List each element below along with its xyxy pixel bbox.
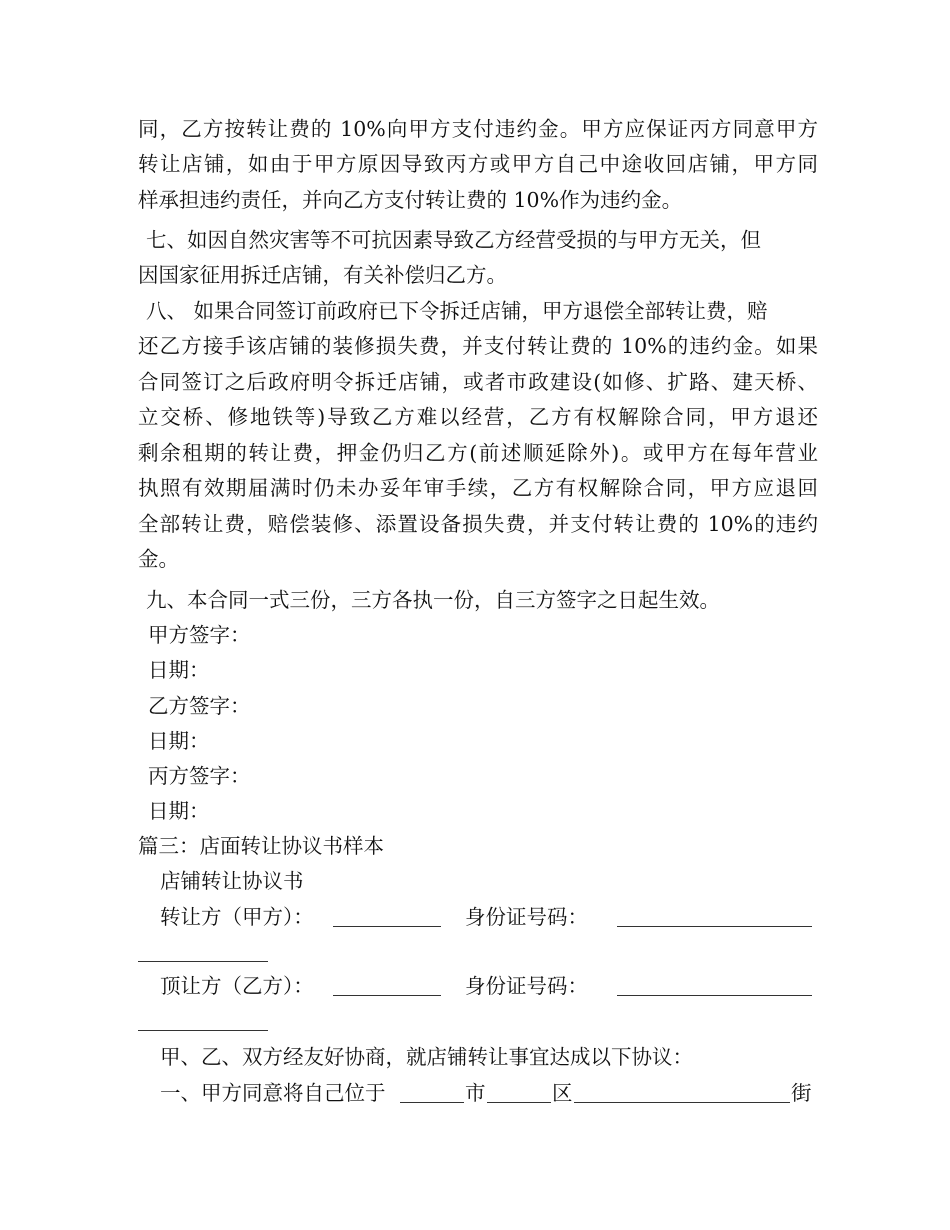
transferee-label: 顶让方（乙方）：	[160, 974, 314, 998]
transferor-name-blank	[333, 926, 441, 927]
text-line: 剩余租期的转让费，押金仍归乙方(前述顺延除外)。或甲方在每年营业	[138, 441, 818, 465]
text-line: 还乙方接手该店铺的装修损失费，并支付转让费的 10%的违约金。如果	[138, 334, 818, 358]
section-heading: 篇三：店面转让协议书样本	[138, 834, 384, 858]
text-line: 立交桥、修地铁等)导致乙方难以经营，乙方有权解除合同，甲方退还	[138, 405, 818, 429]
signature-label-party-b: 乙方签字：	[148, 694, 251, 718]
text-line: 样承担违约责任，并向乙方支付转让费的 10%作为违约金。	[138, 188, 683, 212]
district-blank	[487, 1102, 551, 1103]
text-line: 同，乙方按转让费的 10%向甲方支付违约金。甲方应保证丙方同意甲方	[138, 117, 818, 141]
clause-1-city: 市	[465, 1081, 486, 1105]
transferor-id-blank-continued	[138, 961, 268, 962]
document-title: 店铺转让协议书	[160, 869, 304, 893]
transferor-id-label: 身份证号码：	[465, 905, 588, 929]
transferee-id-label: 身份证号码：	[465, 974, 588, 998]
date-label: 日期：	[148, 729, 210, 753]
transferee-name-blank	[333, 995, 441, 996]
clause-1-district: 区	[552, 1081, 573, 1105]
transferee-id-blank-continued	[138, 1030, 268, 1031]
text-line: 全部转让费，赔偿装修、添置设备损失费，并支付转让费的 10%的违约	[138, 512, 818, 536]
transferor-id-blank	[617, 926, 812, 927]
transferor-label: 转让方（甲方）：	[160, 905, 314, 929]
text-line: 合同签订之后政府明令拆迁店铺，或者市政建设(如修、扩路、建天桥、	[138, 370, 818, 394]
date-label: 日期：	[148, 799, 210, 823]
text-line: 执照有效期届满时仍未办妥年审手续，乙方有权解除合同，甲方应退回	[138, 476, 818, 500]
clause-1-prefix: 一、甲方同意将自己位于	[160, 1081, 386, 1105]
city-blank	[400, 1102, 464, 1103]
street-blank	[574, 1102, 790, 1103]
text-line: 七、如因自然灾害等不可抗因素导致乙方经营受损的与甲方无关，但	[146, 228, 761, 252]
text-line: 九、本合同一式三份，三方各执一份，自三方签字之日起生效。	[146, 588, 720, 612]
agreement-intro: 甲、乙、双方经友好协商，就店铺转让事宜达成以下协议：	[160, 1045, 693, 1069]
signature-label-party-a: 甲方签字：	[148, 623, 251, 647]
text-line: 转让店铺，如由于甲方原因导致丙方或甲方自己中途收回店铺，甲方同	[138, 152, 818, 176]
text-line: 金。	[138, 547, 179, 571]
transferee-id-blank	[617, 995, 812, 996]
clause-1-street: 街	[791, 1081, 812, 1105]
signature-label-party-c: 丙方签字：	[148, 764, 251, 788]
text-line: 八、 如果合同签订前政府已下令拆迁店铺，甲方退偿全部转让费，赔	[146, 299, 768, 323]
date-label: 日期：	[148, 658, 210, 682]
text-line: 因国家征用拆迁店铺，有关补偿归乙方。	[138, 263, 507, 287]
